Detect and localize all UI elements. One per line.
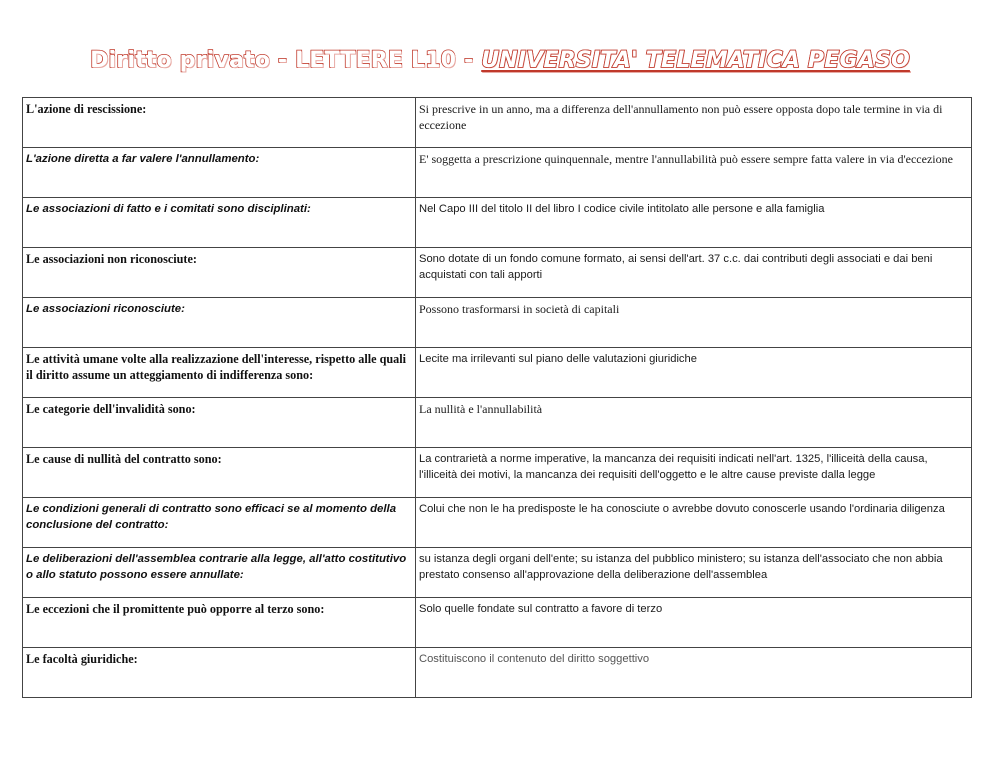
question-cell: Le attività umane volte alla realizzazione dell'interesse, rispetto alle quali il diritto assume un atteggiamento di indifferenza sono: xyxy=(23,348,416,398)
table-row xyxy=(23,348,972,398)
answer-cell: Solo quelle fondate sul contratto a favore di terzo xyxy=(416,598,972,648)
table-row xyxy=(23,98,972,148)
table-row xyxy=(23,498,972,548)
question-cell: Le associazioni riconosciute: xyxy=(23,298,416,348)
answer-cell: La nullità e l'annullabilità xyxy=(416,398,972,448)
question-cell: Le cause di nullità del contratto sono: xyxy=(23,448,416,498)
answer-cell: Possono trasformarsi in società di capitali xyxy=(416,298,972,348)
answer-cell: Lecite ma irrilevanti sul piano delle valutazioni giuridiche xyxy=(416,348,972,398)
table-row xyxy=(23,648,972,698)
title-main: Diritto privato - LETTERE L10 - xyxy=(90,48,482,73)
answer-cell: La contrarietà a norme imperative, la mancanza dei requisiti indicati nell'art. 1325, l'illiceità della causa, l'illiceità dei motivi, la mancanza dei requisiti dell'oggetto e le altre cause previste dalla legge xyxy=(416,448,972,498)
question-cell: L'azione diretta a far valere l'annullamento: xyxy=(23,148,416,198)
answer-cell: Costituiscono il contenuto del diritto soggettivo xyxy=(416,648,972,698)
question-cell: Le facoltà giuridiche: xyxy=(23,648,416,698)
answer-cell: Colui che non le ha predisposte le ha conosciute o avrebbe dovuto conoscerle usando l'ordinaria diligenza xyxy=(416,498,972,548)
answer-cell: Nel Capo III del titolo II del libro I codice civile intitolato alle persone e alla famiglia xyxy=(416,198,972,248)
table-row xyxy=(23,548,972,598)
answer-cell: su istanza degli organi dell'ente; su istanza del pubblico ministero; su istanza dell'associato che non abbia prestato consenso all'approvazione della deliberazione dell'assemblea xyxy=(416,548,972,598)
table-row xyxy=(23,598,972,648)
answer-cell: E' soggetta a prescrizione quinquennale, mentre l'annullabilità può essere sempre fatta valere in via d'eccezione xyxy=(416,148,972,198)
question-cell: Le condizioni generali di contratto sono efficaci se al momento della conclusione del contratto: xyxy=(23,498,416,548)
table-row xyxy=(23,148,972,198)
table-row xyxy=(23,198,972,248)
question-cell: Le associazioni di fatto e i comitati sono disciplinati: xyxy=(23,198,416,248)
question-cell: L'azione di rescissione: xyxy=(23,98,416,148)
table-row xyxy=(23,398,972,448)
answer-cell: Sono dotate di un fondo comune formato, ai sensi dell'art. 37 c.c. dai contributi degli associati e dai beni acquistati con tali apporti xyxy=(416,248,972,298)
question-cell: Le deliberazioni dell'assemblea contrarie alla legge, all'atto costitutivo o allo statuto possono essere annullate: xyxy=(23,548,416,598)
question-cell: Le categorie dell'invalidità sono: xyxy=(23,398,416,448)
table-row xyxy=(23,298,972,348)
answer-cell: Si prescrive in un anno, ma a differenza dell'annullamento non può essere opposta dopo tale termine in via di eccezione xyxy=(416,98,972,148)
table-row xyxy=(23,448,972,498)
question-cell: Le associazioni non riconosciute: xyxy=(23,248,416,298)
page-title xyxy=(0,48,1000,73)
question-cell: Le eccezioni che il promittente può opporre al terzo sono: xyxy=(23,598,416,648)
title-university: UNIVERSITA' TELEMATICA PEGASO xyxy=(481,48,910,73)
table-row xyxy=(23,248,972,298)
qa-table xyxy=(22,97,972,698)
